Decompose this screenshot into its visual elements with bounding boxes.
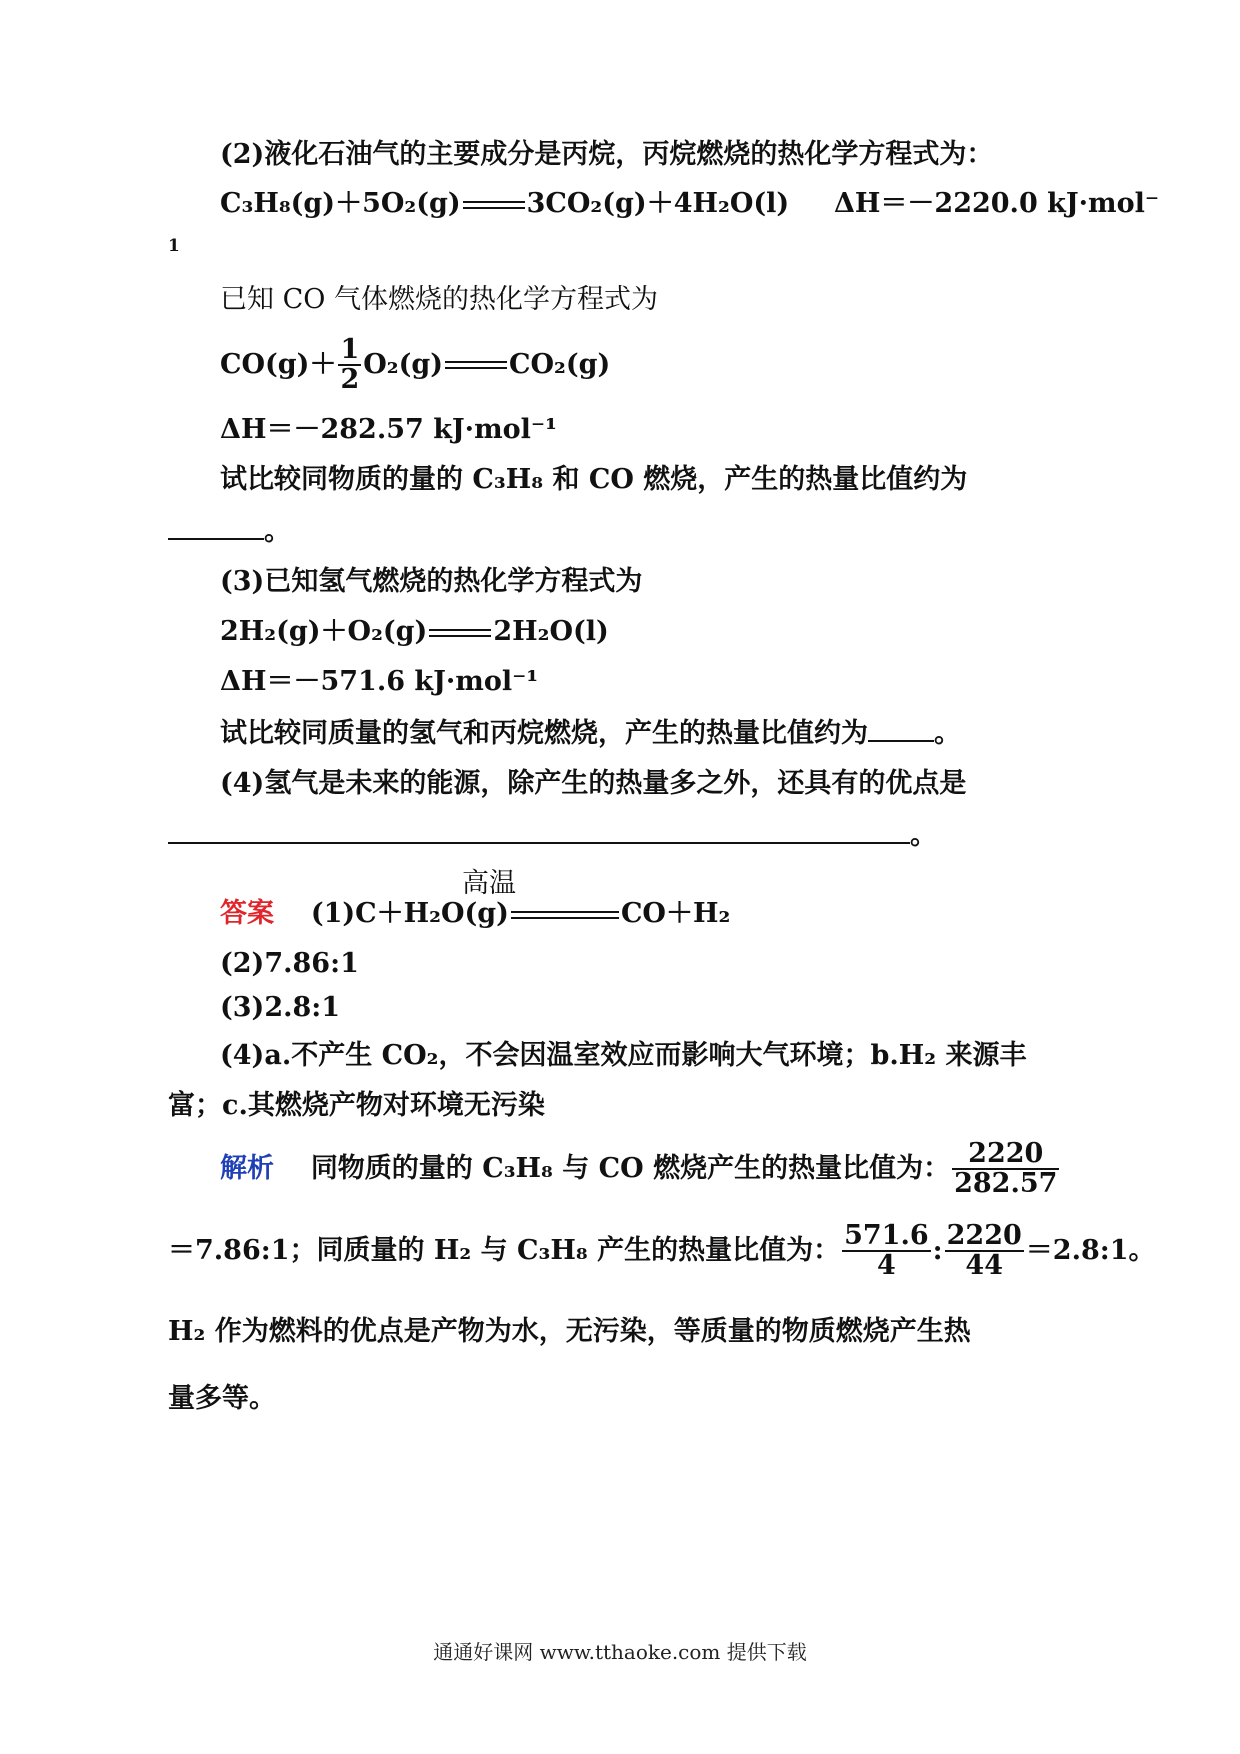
q2-intro: (2)液化石油气的主要成分是丙烷，丙烷燃烧的热化学方程式为： bbox=[220, 139, 994, 170]
q2-answer-line bbox=[168, 518, 291, 545]
fraction-2 bbox=[842, 1222, 931, 1281]
co-intro: 已知 CO 气体燃烧的热化学方程式为 bbox=[220, 284, 658, 315]
q3-question: 试比较同质量的氢气和丙烷燃烧，产生的热量比值约为 bbox=[220, 718, 868, 749]
analysis-line-2-start: ＝7.86:1；同质量的 H₂ 与 C₃H₈ 产生的热量比值为： bbox=[168, 1234, 841, 1266]
fraction-3-den: 44 bbox=[965, 1250, 1003, 1282]
equals-arrow-icon bbox=[445, 360, 507, 370]
q2-question: 试比较同物质的量的 C₃H₈ 和 CO 燃烧，产生的热量比值约为 bbox=[220, 464, 968, 495]
co-equation bbox=[220, 336, 610, 395]
h2-delta-h: ΔH＝－571.6 kJ·mol⁻¹ bbox=[220, 666, 539, 697]
equals-arrow-icon bbox=[463, 200, 525, 210]
q4-blank[interactable] bbox=[168, 838, 910, 844]
h2-equation bbox=[220, 618, 609, 645]
analysis-line-4: 量多等。 bbox=[168, 1383, 276, 1414]
answer-label: 答案 bbox=[220, 898, 274, 929]
fraction-2-den: 4 bbox=[876, 1250, 896, 1282]
answer-4-line-2: 富；c.其燃烧产物对环境无污染 bbox=[168, 1090, 545, 1121]
propane-equation bbox=[220, 190, 1159, 217]
answer-1-left: (1)C＋H₂O(g) bbox=[310, 898, 509, 929]
analysis-line-2-end: ＝2.8:1。 bbox=[1025, 1234, 1156, 1266]
fraction-3-num: 2220 bbox=[946, 1220, 1022, 1251]
fraction-2-num: 571.6 bbox=[844, 1220, 929, 1251]
h2-products: 2H₂O(l) bbox=[493, 616, 609, 647]
q2-end-mark: 。 bbox=[264, 516, 291, 547]
half-fraction bbox=[338, 336, 361, 395]
equals-arrow-icon bbox=[429, 628, 491, 638]
fraction-1-num: 2220 bbox=[952, 1140, 1059, 1170]
answer-4-line-1: (4)a.不产生 CO₂，不会因温室效应而影响大气环境；b.H₂ 来源丰 bbox=[220, 1040, 1027, 1071]
analysis-line-2 bbox=[168, 1222, 1156, 1281]
answer-3: (3)2.8:1 bbox=[220, 992, 341, 1023]
q3-intro: (3)已知氢气燃烧的热化学方程式为 bbox=[220, 566, 643, 597]
answer-1-right: CO＋H₂ bbox=[620, 898, 731, 929]
h2-reactants: 2H₂(g)＋O₂(g) bbox=[220, 616, 428, 647]
propane-delta-h-wrap: 1 bbox=[168, 236, 180, 256]
co-products: CO₂(g) bbox=[509, 348, 611, 380]
answer-line-1 bbox=[220, 900, 730, 927]
fraction-3 bbox=[945, 1222, 1024, 1281]
fraction-1-den: 282.57 bbox=[954, 1168, 1058, 1200]
footer-text: 通通好课网 www.tthaoke.com 提供下载 bbox=[433, 1640, 807, 1664]
co-left: CO(g)＋ bbox=[220, 348, 337, 380]
half-den: 2 bbox=[340, 364, 360, 396]
q4-answer-line bbox=[168, 822, 937, 849]
equals-arrow-icon bbox=[511, 910, 619, 920]
reaction-condition: 高温 bbox=[462, 868, 516, 899]
analysis-line-1-text: 同物质的量的 C₃H₈ 与 CO 燃烧产生的热量比值为： bbox=[310, 1152, 951, 1184]
propane-reactants: C₃H₈(g)＋5O₂(g) bbox=[220, 188, 461, 219]
q3-question-line bbox=[220, 720, 961, 747]
co-o2: O₂(g) bbox=[363, 348, 444, 380]
fraction-1 bbox=[952, 1140, 1059, 1199]
analysis-label: 解析 bbox=[220, 1152, 274, 1184]
q3-end-mark: 。 bbox=[934, 718, 961, 749]
answer-2: (2)7.86:1 bbox=[220, 948, 359, 979]
analysis-line-1 bbox=[220, 1140, 1061, 1199]
co-delta-h: ΔH＝－282.57 kJ·mol⁻¹ bbox=[220, 414, 557, 445]
q4-end-mark: 。 bbox=[910, 820, 937, 851]
q4-question: (4)氢气是未来的能源，除产生的热量多之外，还具有的优点是 bbox=[220, 768, 967, 799]
q3-blank[interactable] bbox=[868, 736, 934, 742]
q2-blank[interactable] bbox=[168, 534, 264, 540]
half-num: 1 bbox=[340, 334, 360, 365]
propane-delta-h: ΔH＝－2220.0 kJ·mol⁻ bbox=[833, 188, 1160, 219]
analysis-line-3: H₂ 作为燃料的优点是产物为水，无污染，等质量的物质燃烧产生热 bbox=[168, 1316, 971, 1347]
propane-products: 3CO₂(g)＋4H₂O(l) bbox=[526, 188, 790, 219]
ratio-colon: : bbox=[932, 1234, 943, 1266]
